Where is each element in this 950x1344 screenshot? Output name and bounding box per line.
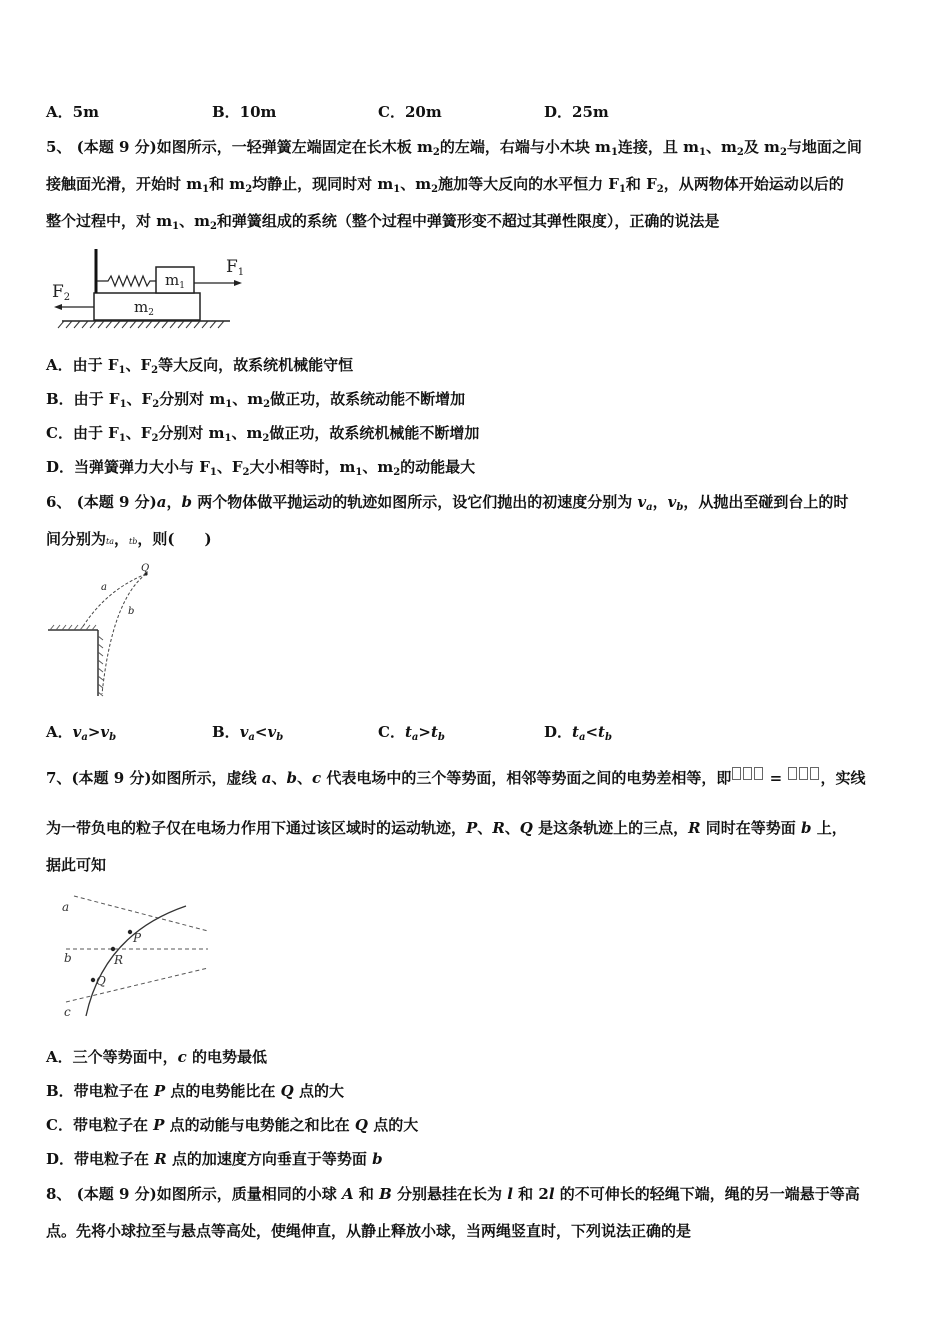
b-label: b — [128, 606, 135, 617]
placeholder-box-icon — [732, 767, 741, 780]
q6-number: 6、 — [46, 493, 72, 511]
b-label: b — [64, 951, 72, 965]
q7-line-3: 据此可知 — [46, 856, 107, 874]
placeholder-box-icon — [754, 767, 763, 780]
trajectory-a — [82, 574, 146, 628]
q7-equipotential-figure — [56, 894, 221, 1024]
q6-line-1: 6、 (本题 9 分)a，b 两个物体做平抛运动的轨迹如图所示，设它们抛出的初速度分别为 $v_a$，$v_b$，从抛出至碰到台上的时 — [46, 493, 849, 513]
m1-label: $m_1$ — [165, 271, 185, 291]
q5-option-d[interactable]: D．当弹簧弹力大小与 $F_1$、$F_2$大小相等时，$m_1$、$m_2$的动能最大 — [46, 458, 476, 478]
q7-line-1: 7、(本题 9 分)如图所示，虚线 a、b、c 代表电场中的三个等势面，相邻等势面之间的电势差相等，即 = ，实线 — [46, 769, 866, 787]
q7-number: 7、 — [46, 769, 72, 787]
q7-option-c[interactable]: C．带电粒子在 P 点的动能与电势能之和比在 Q 点的大 — [46, 1116, 419, 1134]
m2-label: $m_2$ — [134, 298, 154, 318]
q5-option-c[interactable]: C．由于 $F_1$、$F_2$分别对 $m_1$、$m_2$做正功，故系统机械能不断增加 — [46, 424, 480, 444]
placeholder-box-icon — [810, 767, 819, 780]
point-p — [128, 930, 132, 934]
f2-arrowhead — [54, 304, 62, 310]
q8-tag: (本题 9 分) — [76, 1185, 157, 1203]
f1-arrowhead — [234, 280, 242, 286]
q5-option-a[interactable]: A．由于 $F_1$、$F_2$等大反向，故系统机械能守恒 — [46, 356, 354, 376]
q6-option-b[interactable]: B．$v_a<v_b$ — [212, 723, 284, 743]
equipotential-c — [66, 968, 208, 1002]
q4-option-d[interactable]: D．25m — [544, 103, 609, 121]
q7-line-2: 为一带负电的粒子仅在电场力作用下通过该区域时的运动轨迹，P、R、Q 是这条轨迹上的三点，R 同时在等势面 b 上， — [46, 819, 847, 837]
equipotential-a — [74, 896, 208, 931]
r-label: R — [114, 953, 124, 967]
placeholder-box-icon — [788, 767, 797, 780]
q5-line-1: 5、 (本题 9 分)如图所示，一轻弹簧左端固定在长木板 $m_2$的左端，右端与小木块 $m_1$连接，且 $m_1$、$m_2$及 $m_2$与地面之间 — [46, 138, 862, 158]
q4-option-c[interactable]: C．20m — [378, 103, 442, 121]
q-label: Q — [141, 563, 150, 574]
q6-option-d[interactable]: D．$t_a<t_b$ — [544, 723, 612, 743]
c-label: c — [64, 1005, 71, 1019]
placeholder-box-icon — [799, 767, 808, 780]
q6-tag: (本题 9 分) — [76, 493, 157, 511]
a-label: a — [62, 900, 70, 914]
q7-option-d[interactable]: D．带电粒子在 R 点的加速度方向垂直于等势面 b — [46, 1150, 383, 1168]
spring — [97, 276, 156, 286]
q8-line-2: 点。先将小球拉至与悬点等高处，使绳伸直，从静止释放小球，当两绳竖直时，下列说法正确的是 — [46, 1222, 692, 1240]
trajectory-b — [102, 574, 146, 694]
point-r — [111, 947, 115, 951]
q5-option-b[interactable]: B．由于 $F_1$、$F_2$分别对 $m_1$、$m_2$做正功，故系统动能不断增加 — [46, 390, 466, 410]
q7-option-a[interactable]: A．三个等势面中，c 的电势最低 — [46, 1048, 268, 1066]
q5-number: 5、 — [46, 138, 72, 156]
placeholder-box-icon — [743, 767, 752, 780]
q7-option-b[interactable]: B．带电粒子在 P 点的电势能比在 Q 点的大 — [46, 1082, 344, 1100]
q4-option-b[interactable]: B．10m — [212, 103, 277, 121]
q6-line-2: 间分别为ta，tb，则( ) — [46, 530, 212, 548]
q7-tag: (本题 9 分) — [71, 769, 152, 787]
q-label: Q — [96, 974, 106, 988]
q6-projectile-figure — [46, 560, 166, 700]
particle-trajectory — [86, 906, 186, 1016]
q5-line-2: 接触面光滑，开始时 $m_1$和 $m_2$均静止，现同时对 $m_1$、$m_2$施加等大反向的水平恒力 $F_1$和 $F_2$，从两物体开始运动以后的 — [46, 175, 844, 195]
p-label: P — [133, 931, 142, 945]
q5-spring-block-figure — [46, 245, 256, 330]
q6-option-a[interactable]: A．$v_a>v_b$ — [46, 723, 117, 743]
a-label: a — [101, 582, 107, 593]
q6-option-c[interactable]: C．$t_a>t_b$ — [378, 723, 445, 743]
f2-label: F2 — [52, 282, 71, 303]
q5-line-3: 整个过程中，对 $m_1$、$m_2$和弹簧组成的系统（整个过程中弹簧形变不超过其弹性限度），正确的说法是 — [46, 212, 720, 232]
q5-tag: (本题 9 分) — [76, 138, 157, 156]
point-q — [91, 978, 95, 982]
q4-option-a[interactable]: A．5m — [46, 103, 99, 121]
q8-line-1: 8、 (本题 9 分)如图所示，质量相同的小球 A 和 B 分别悬挂在长为 l 和 2l 的不可伸长的轻绳下端，绳的另一端悬于等高 — [46, 1185, 860, 1203]
f1-label: F1 — [226, 257, 245, 278]
q8-number: 8、 — [46, 1185, 72, 1203]
ground-hatch — [58, 321, 224, 328]
